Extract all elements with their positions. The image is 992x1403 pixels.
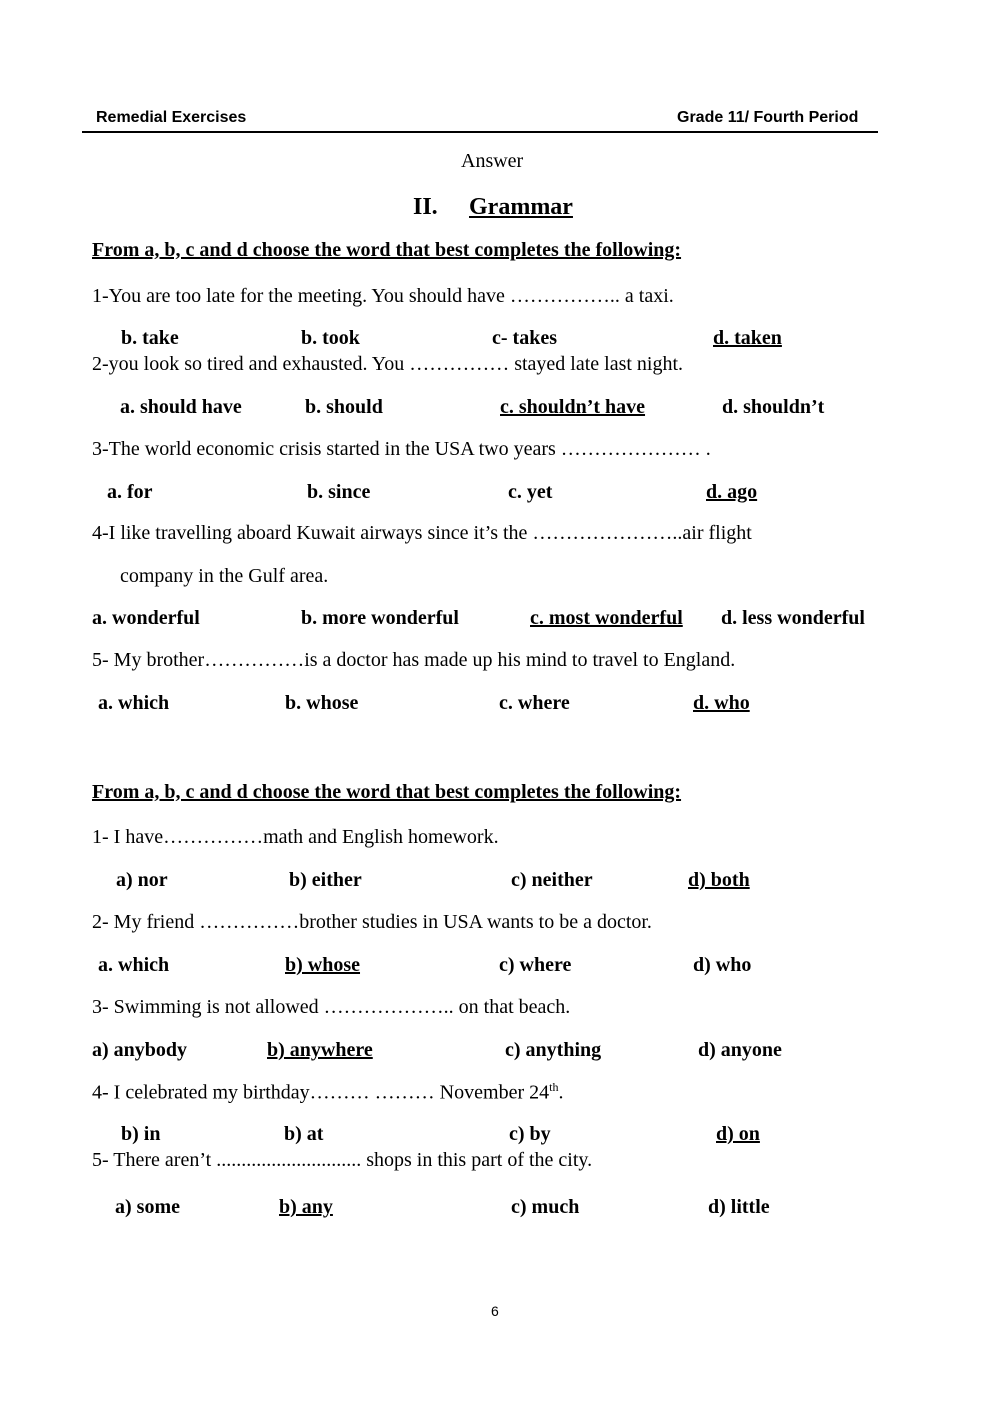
question-text-main: 4- I celebrated my birthday……… ……… November 24 [92, 1081, 550, 1104]
option-a: a. should have [120, 396, 242, 418]
question-text: 2- My friend ……………brother studies in USA wants to be a doctor. [92, 911, 652, 933]
page-number: 6 [491, 1303, 499, 1319]
option-b-answer: b) any [279, 1196, 333, 1218]
option-b: b. more wonderful [301, 607, 459, 629]
question-text: 3- Swimming is not allowed ……………….. on that beach. [92, 996, 571, 1018]
option-c: c. yet [508, 481, 553, 503]
header-left: Remedial Exercises [96, 109, 247, 126]
option-c-takes: c- takes [492, 327, 557, 349]
option-b: b. whose [285, 692, 359, 714]
option-b: b. since [307, 481, 371, 503]
option-b-take: b. take [121, 327, 179, 349]
option-d: d) anyone [698, 1039, 782, 1061]
option-a: a) nor [116, 869, 168, 891]
option-b: b. should [305, 396, 383, 418]
option-a: a. wonderful [92, 607, 200, 629]
option-b: b) either [289, 869, 362, 891]
option-c: c. where [499, 692, 570, 714]
option-d: d. less wonderful [721, 607, 865, 629]
option-c: c) where [499, 954, 572, 976]
option-a: a. for [107, 481, 153, 503]
option-b-answer: b) whose [285, 954, 361, 976]
option-d: d. shouldn’t [722, 396, 825, 418]
section-title: Grammar [469, 194, 573, 220]
option-d-answer: d) both [688, 869, 750, 891]
option-a: a) some [115, 1196, 180, 1218]
header-rule [82, 131, 878, 133]
option-d-answer: d. who [693, 692, 750, 714]
option-a: a. which [98, 692, 170, 714]
section-number: II. [413, 194, 438, 220]
option-a: a) anybody [92, 1039, 188, 1061]
question-text: 1-You are too late for the meeting. You should have …………….. a taxi. [92, 285, 674, 307]
part1-instruction: From a, b, c and d choose the word that best completes the following: [92, 239, 682, 261]
ordinal-suffix: th [549, 1080, 559, 1094]
question-text: 4-I like travelling aboard Kuwait airways since it’s the …………………..air flight [92, 522, 752, 544]
option-c: c) anything [505, 1039, 602, 1061]
option-c-answer: c. most wonderful [530, 607, 683, 629]
option-d-answer: d. ago [706, 481, 758, 503]
question-text: 1- I have……………math and English homework. [92, 826, 499, 848]
question-text: 3-The world economic crisis started in the USA two years ………………… . [92, 438, 711, 460]
question-text [92, 1080, 563, 1105]
option-c: c) by [509, 1123, 551, 1145]
option-b-in: b) in [121, 1123, 161, 1145]
option-b-took: b. took [301, 327, 360, 349]
option-c: c) much [511, 1196, 580, 1218]
header-right: Grade 11/ Fourth Period [677, 109, 859, 126]
option-c: c) neither [511, 869, 593, 891]
option-d-taken-answer: d. taken [713, 327, 782, 349]
question-text-end: . [558, 1081, 564, 1104]
option-a: a. which [98, 954, 170, 976]
answer-label: Answer [461, 150, 524, 172]
question-text: 2-you look so tired and exhausted. You …………… stayed late last night. [92, 353, 684, 375]
question-text: 5- My brother……………is a doctor has made up his mind to travel to England. [92, 649, 736, 671]
part2-instruction: From a, b, c and d choose the word that best completes the following: [92, 781, 682, 803]
option-d-answer: d) on [716, 1123, 760, 1145]
option-b-answer: b) anywhere [267, 1039, 373, 1061]
option-b-at: b) at [284, 1123, 324, 1145]
question-text-continued: company in the Gulf area. [120, 565, 329, 587]
option-c-answer: c. shouldn’t have [500, 396, 646, 418]
question-text: 5- There aren’t ............................. shops in this part of the city. [92, 1149, 593, 1171]
option-d: d) who [693, 954, 752, 976]
option-d: d) little [708, 1196, 770, 1218]
